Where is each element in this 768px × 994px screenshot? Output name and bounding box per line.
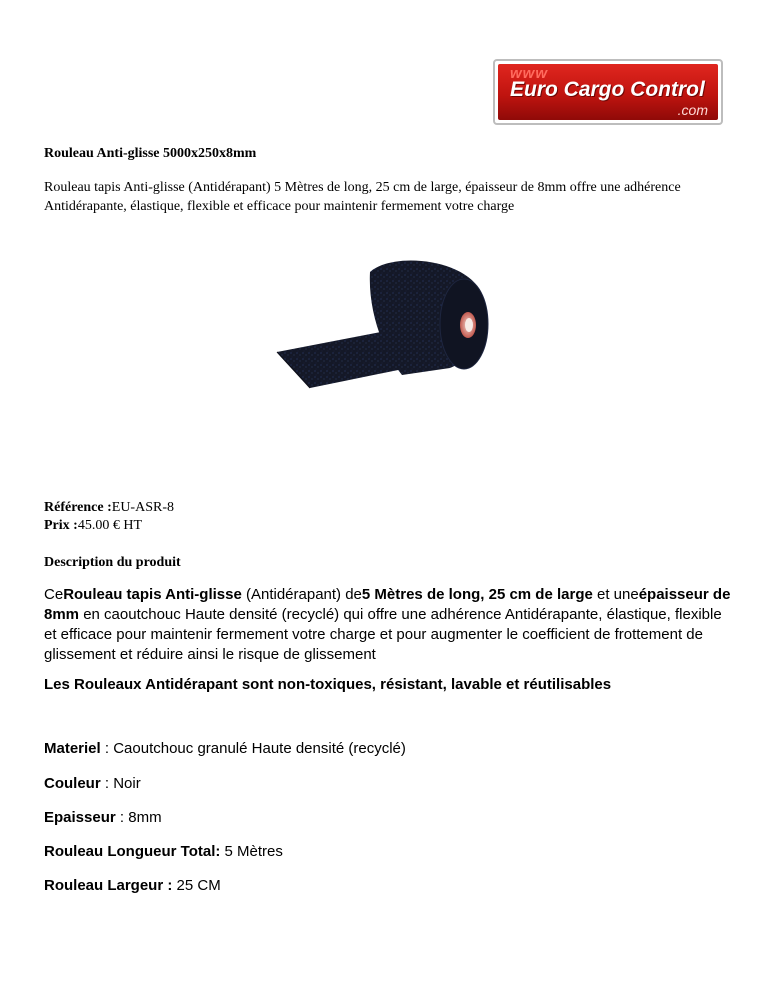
features-statement: Les Rouleaux Antidérapant sont non-toxiques, résistant, lavable et réutilisables — [44, 676, 612, 693]
spec-separator: : — [115, 809, 129, 826]
spec-label: Couleur — [44, 775, 101, 792]
description-paragraph — [44, 585, 734, 665]
spec-separator: : — [100, 740, 114, 757]
spec-value: Caoutchouc granulé Haute densité (recyclé) — [113, 740, 406, 757]
desc-bold-3: épaisseur de 8mm — [44, 586, 731, 623]
spec-label: Rouleau Longueur Total: — [44, 843, 221, 860]
desc-text-2: (Antidérapant) de — [241, 586, 362, 603]
spec-largeur — [44, 877, 221, 894]
spec-longueur — [44, 843, 283, 860]
spec-label: Materiel — [44, 740, 101, 757]
product-title: Rouleau Anti-glisse 5000x250x8mm — [44, 146, 257, 161]
desc-bold-2: 5 Mètres de long, 25 cm de large — [361, 586, 593, 603]
reference-row — [44, 499, 174, 517]
desc-text-4: en caoutchouc Haute densité (recyclé) qui offre une adhérence Antidérapante, élastique, flexible et efficace pour maintenir fermement votre charge et pour augmenter le coefficient de frottement de glissement et réduire ainsi le risque de glissement — [44, 606, 722, 663]
logo-www-text: www — [510, 65, 549, 82]
reference-label: Référence : — [44, 500, 112, 515]
brand-logo-banner — [498, 64, 718, 120]
product-image — [272, 250, 498, 390]
desc-text-1: Ce — [44, 586, 64, 603]
spec-value: 8mm — [128, 809, 162, 826]
spec-label: Epaisseur — [44, 809, 116, 826]
price-label: Prix : — [44, 518, 78, 533]
logo-name-text: Euro Cargo Control — [510, 78, 705, 101]
spec-value: 25 CM — [176, 877, 221, 894]
spec-couleur — [44, 775, 141, 792]
desc-bold-1: Rouleau tapis Anti-glisse — [63, 586, 242, 603]
spec-epaisseur — [44, 809, 162, 826]
spec-value: 5 Mètres — [224, 843, 283, 860]
product-meta — [44, 499, 174, 535]
brand-logo — [493, 59, 723, 125]
description-heading: Description du produit — [44, 555, 181, 570]
spec-separator: : — [100, 775, 114, 792]
product-intro: Rouleau tapis Anti-glisse (Antidérapant) 5 Mètres de long, 25 cm de large, épaisseur de 8mm offre une adhérence Antidérapante, élastique, flexible et efficace pour maintenir fermement votre charge — [44, 180, 681, 214]
spec-materiel — [44, 740, 406, 757]
price-value: 45.00 € HT — [77, 518, 142, 533]
spec-label: Rouleau Largeur : — [44, 877, 173, 894]
logo-com-text: .com — [677, 102, 708, 118]
price-row — [44, 517, 174, 535]
desc-text-3: et une — [592, 586, 639, 603]
spec-value: Noir — [113, 775, 141, 792]
reference-value: EU-ASR-8 — [111, 500, 174, 515]
